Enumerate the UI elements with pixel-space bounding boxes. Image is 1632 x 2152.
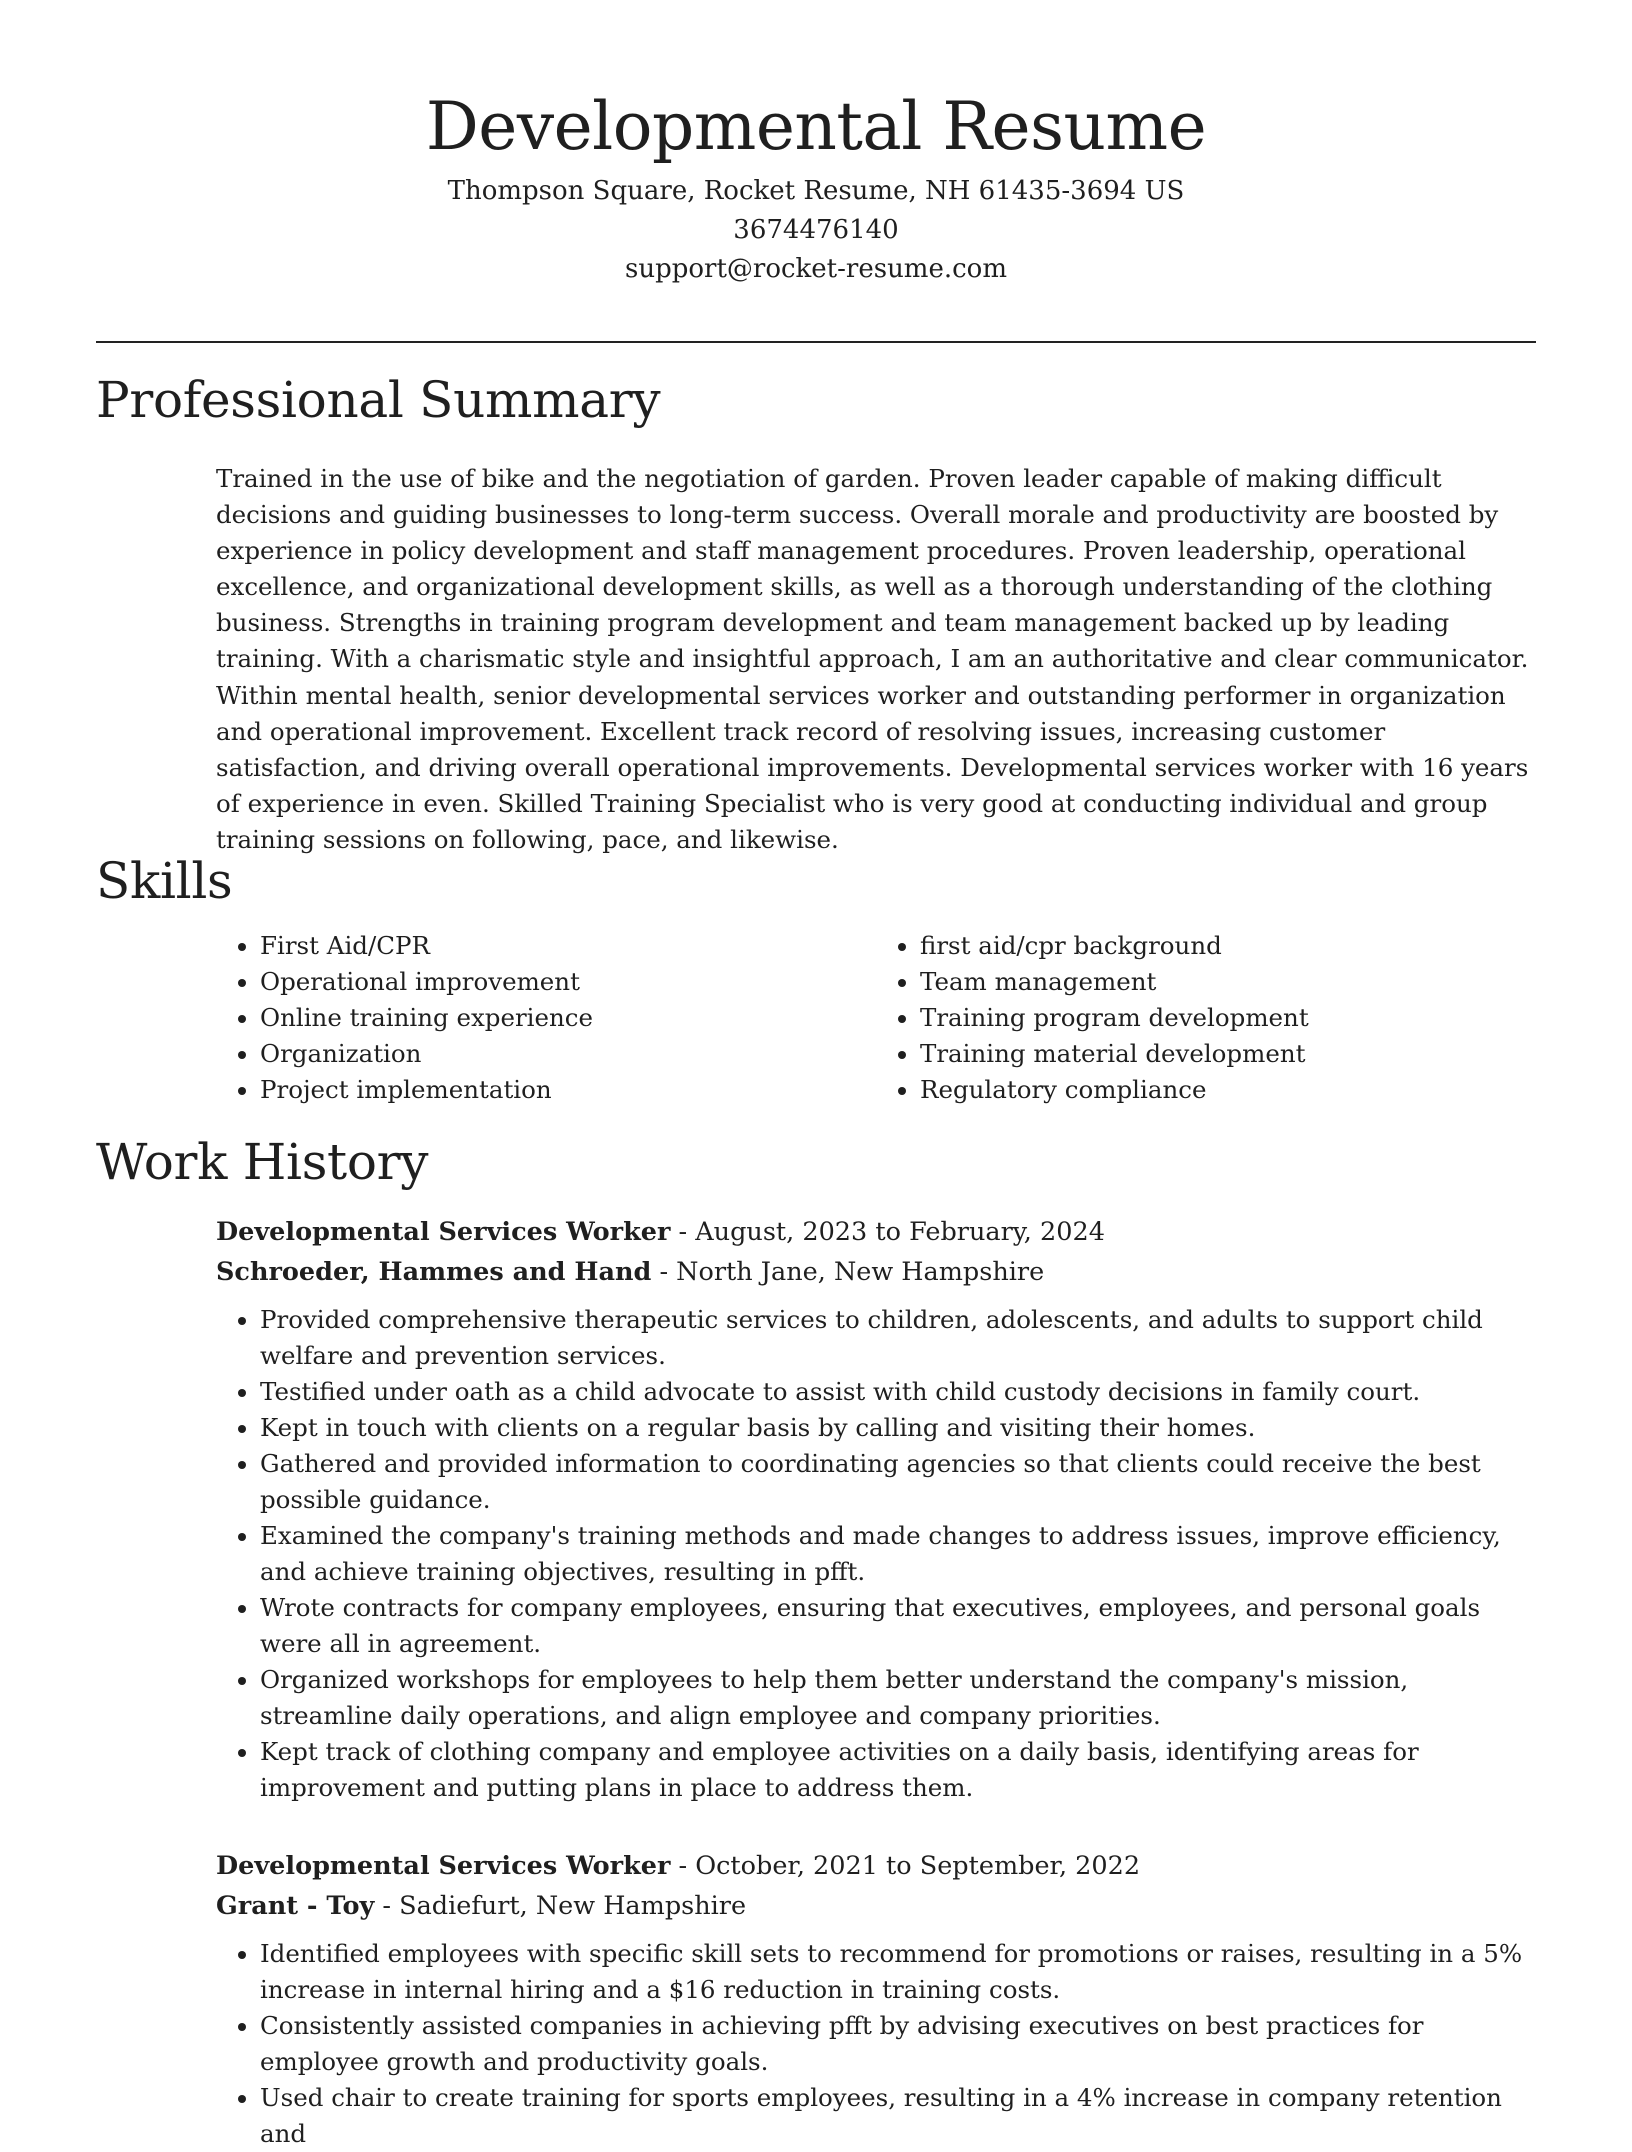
job-bullet: • Identified employees with specific skill sets to recommend for promotions or raises, resulting in a 5% increase in internal hiring and a $16 reduction in training costs. xyxy=(260,1936,1536,2008)
skills-column-left xyxy=(216,928,876,1108)
job-bullet: • Consistently assisted companies in achieving pfft by advising executives on best practices for employee growth and productivity goals. xyxy=(260,2008,1536,2080)
contact-phone: 3674476140 xyxy=(733,215,899,245)
job-company-line xyxy=(216,1886,1536,1926)
skill-item: • Regulatory compliance xyxy=(920,1072,1536,1108)
job-dates: - October, 2021 to September, 2022 xyxy=(670,1851,1141,1881)
summary-text: Trained in the use of bike and the negotiation of garden. Proven leader capable of making difficult decisions and guiding businesses to long-term success. Overall morale and productivity are boosted by experience in policy development and staff management procedures. Proven leadership, operational excellence, and organizational development skills, as well as a thorough understanding of the clothing business. Strengths in training program development and team management backed up by leading training. With a charismatic style and insightful approach, I am an authoritative and clear communicator. Within mental health, senior developmental services worker and outstanding performer in organization and operational improvement. Excellent track record of resolving issues, increasing customer satisfaction, and driving overall operational improvements. Developmental services worker with 16 years of experience in even. Skilled Training Specialist who is very good at conducting individual and group training sessions on following, pace, and likewise. xyxy=(216,464,1529,854)
work-history-heading: Work History xyxy=(96,1133,429,1191)
job-company-line xyxy=(216,1252,1536,1292)
job-bullets xyxy=(216,1302,1536,1806)
skill-item: • first aid/cpr background xyxy=(920,928,1536,964)
job-bullet: • Kept track of clothing company and employee activities on a daily basis, identifying areas for improvement and putting plans in place to address them. xyxy=(260,1734,1536,1806)
skill-item: • Team management xyxy=(920,964,1536,1000)
skill-item: • Operational improvement xyxy=(260,964,876,1000)
job-entry xyxy=(216,1212,1536,1806)
resume-name: Developmental Resume xyxy=(425,88,1207,165)
job-bullet: • Wrote contracts for company employees, ensuring that executives, employees, and personal goals were all in agreement. xyxy=(260,1590,1536,1662)
job-title-line xyxy=(216,1846,1536,1886)
job-bullet: • Provided comprehensive therapeutic services to children, adolescents, and adults to support child welfare and prevention services. xyxy=(260,1302,1536,1374)
job-location: - Sadiefurt, New Hampshire xyxy=(374,1891,747,1921)
contact-block xyxy=(96,172,1536,289)
job-bullet: • Examined the company's training methods and made changes to address issues, improve efficiency, and achieve training objectives, resulting in pfft. xyxy=(260,1518,1536,1590)
job-bullet: • Organized workshops for employees to help them better understand the company's mission, streamline daily operations, and align employee and company priorities. xyxy=(260,1662,1536,1734)
job-dates: - August, 2023 to February, 2024 xyxy=(670,1217,1105,1247)
job-bullets xyxy=(216,1936,1536,2152)
contact-address: Thompson Square, Rocket Resume, NH 61435-3694 US xyxy=(447,176,1185,206)
contact-email: support@rocket-resume.com xyxy=(624,254,1007,284)
skill-item: • Online training experience xyxy=(260,1000,876,1036)
job-title-line xyxy=(216,1212,1536,1252)
job-bullet: • Gathered and provided information to coordinating agencies so that clients could receive the best possible guidance. xyxy=(260,1446,1536,1518)
job-bullet: • Used chair to create training for sports employees, resulting in a 4% increase in company retention and xyxy=(260,2080,1536,2152)
skill-item: • First Aid/CPR xyxy=(260,928,876,964)
job-entry xyxy=(216,1846,1536,2152)
skills-heading: Skills xyxy=(96,852,233,910)
skill-item: • Training material development xyxy=(920,1036,1536,1072)
skill-item: • Project implementation xyxy=(260,1072,876,1108)
skills-column-right xyxy=(876,928,1536,1108)
job-location: - North Jane, New Hampshire xyxy=(651,1257,1045,1287)
job-title: Developmental Services Worker xyxy=(216,1217,671,1247)
job-bullet: • Kept in touch with clients on a regular basis by calling and visiting their homes. xyxy=(260,1410,1536,1446)
skill-item: • Organization xyxy=(260,1036,876,1072)
job-bullet: • Testified under oath as a child advocate to assist with child custody decisions in family court. xyxy=(260,1374,1536,1410)
job-company: Schroeder, Hammes and Hand xyxy=(216,1257,652,1287)
job-company: Grant - Toy xyxy=(216,1891,375,1921)
skills-list xyxy=(216,928,1536,1108)
skill-item: • Training program development xyxy=(920,1000,1536,1036)
job-title: Developmental Services Worker xyxy=(216,1851,671,1881)
resume-header xyxy=(96,82,1536,289)
summary-heading: Professional Summary xyxy=(96,371,661,429)
header-divider xyxy=(96,341,1536,343)
